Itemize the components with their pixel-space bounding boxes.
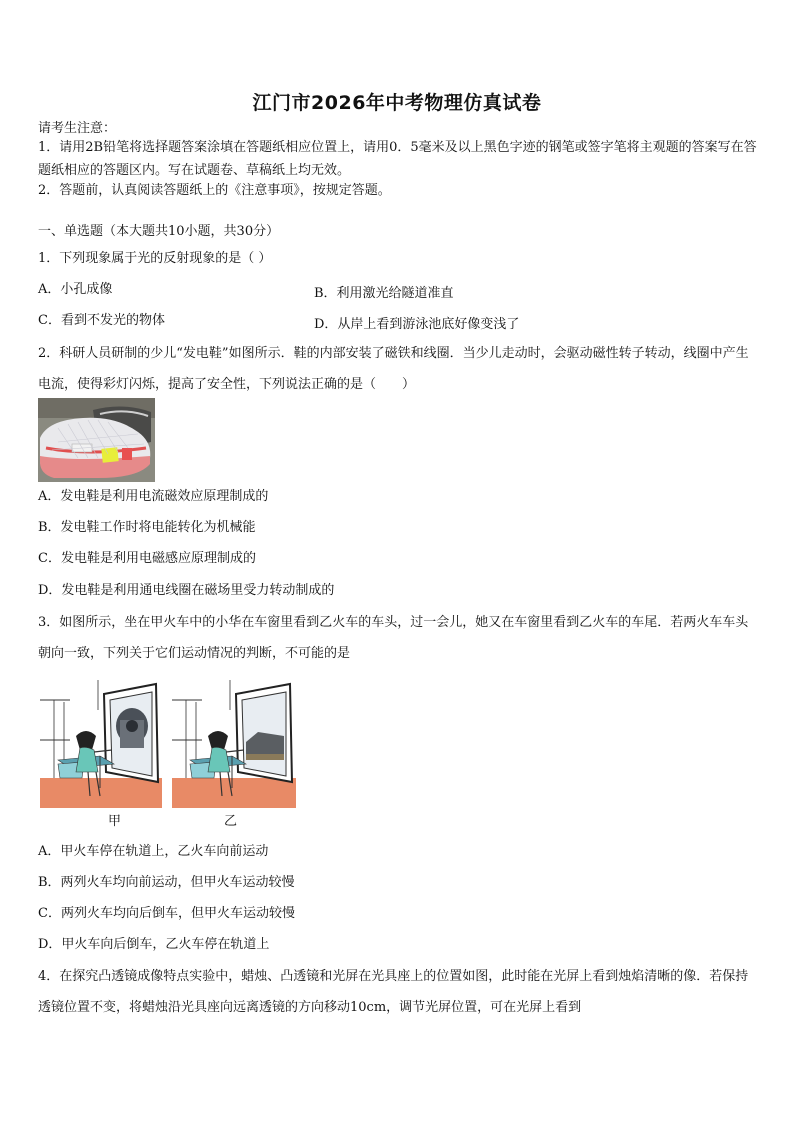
question-3-option-c: C．两列火车均向后倒车，但甲火车运动较慢 <box>38 906 295 921</box>
question-2-option-b: B．发电鞋工作时将电能转化为机械能 <box>38 520 256 535</box>
question-2-stem: 2．科研人员研制的少儿“发电鞋”如图所示．鞋的内部安装了磁铁和线圈．当少儿走动时，会驱动磁性转子转动，线圈中产生电流，使得彩灯闪烁，提高了安全性，下列说法正确的是（ ） <box>38 346 749 392</box>
question-2-option-d: D．发电鞋是利用通电线圈在磁场里受力转动制成的 <box>38 583 335 598</box>
question-3-stem: 3．如图所示，坐在甲火车中的小华在车窗里看到乙火车的车头，过一会儿，她又在车窗里看到乙火车的车尾．若两火车车头朝向一致，下列关于它们运动情况的判断，不可能的是 <box>38 615 749 661</box>
question-4-stem: 4．在探究凸透镜成像特点实验中，蜡烛、凸透镜和光屏在光具座上的位置如图，此时能在光屏上看到烛焰清晰的像．若保持透镜位置不变，将蜡烛沿光具座向远离透镜的方向移动10cm，调节光屏位置，可在光屏上看到 <box>38 969 749 1015</box>
caption-yi: 乙 <box>224 814 238 829</box>
notice-item-1: 1．请用2B铅笔将选择题答案涂填在答题纸相应位置上，请用0．5毫米及以上黑色字迹的钢笔或签字笔将主观题的答案写在答题纸相应的答题区内。写在试题卷、草稿纸上均无效。 <box>38 140 757 178</box>
question-1-option-b: B．利用激光给隧道准直 <box>314 286 454 301</box>
question-1-option-a: A．小孔成像 <box>38 282 113 297</box>
question-1-option-d: D．从岸上看到游泳池底好像变浅了 <box>314 317 520 332</box>
page-title: 江门市2026年中考物理仿真试卷 <box>252 92 542 114</box>
question-3-option-d: D．甲火车向后倒车，乙火车停在轨道上 <box>38 937 270 952</box>
question-3-option-a: A．甲火车停在轨道上，乙火车向前运动 <box>38 844 269 859</box>
question-2-option-c: C．发电鞋是利用电磁感应原理制成的 <box>38 551 256 566</box>
question-2-option-a: A．发电鞋是利用电流磁效应原理制成的 <box>38 489 269 504</box>
notice-item-2: 2．答题前，认真阅读答题纸上的《注意事项》，按规定答题。 <box>38 183 391 198</box>
shoe-image <box>38 398 155 482</box>
question-3-option-b: B．两列火车均向前运动，但甲火车运动较慢 <box>38 875 295 890</box>
section-heading: 一、单选题（本大题共10小题，共30分） <box>38 224 280 239</box>
caption-jia: 甲 <box>108 814 122 829</box>
notice-heading: 请考生注意： <box>38 121 117 136</box>
train-figure-yi <box>172 680 296 808</box>
train-figure-jia <box>40 680 162 808</box>
question-1-option-c: C．看到不发光的物体 <box>38 313 165 328</box>
question-1-stem: 1．下列现象属于光的反射现象的是（ ） <box>38 251 272 266</box>
